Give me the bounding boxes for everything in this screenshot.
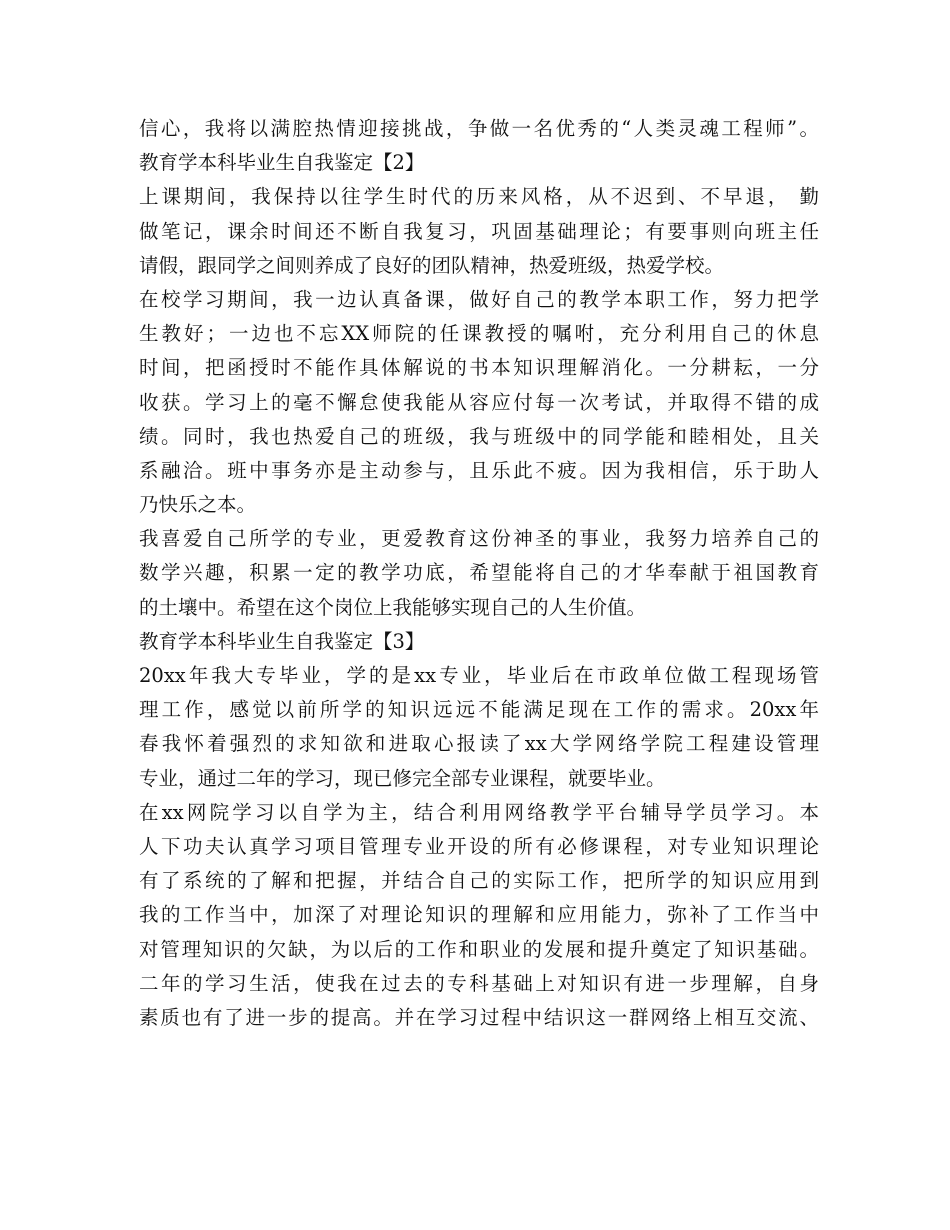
text-line: 做笔记，课余时间还不断自我复习，巩固基础理论；有要事则向班主任 bbox=[139, 219, 819, 243]
text-line: 人下功夫认真学习项目管理专业开设的所有必修课程，对专业知识理论 bbox=[139, 834, 819, 858]
section-heading: 教育学本科毕业生自我鉴定【3】 bbox=[139, 629, 425, 653]
text-line: 数学兴趣，积累一定的教学功底，希望能将自己的才华奉献于祖国教育 bbox=[139, 561, 819, 585]
text-line: 专业，通过二年的学习，现已修完全部专业课程，就要毕业。 bbox=[139, 766, 666, 790]
text-line: 素质也有了进一步的提高。并在学习过程中结识这一群网络上相互交流、 bbox=[139, 1005, 819, 1029]
text-line: 信心，我将以满腔热情迎接挑战，争做一名优秀的“人类灵魂工程师”。 bbox=[139, 117, 819, 140]
text-line: 有了系统的了解和把握，并结合自己的实际工作，把所学的知识应用到 bbox=[139, 869, 819, 893]
document-body bbox=[139, 112, 819, 1035]
text-line: 绩。同时，我也热爱自己的班级，我与班级中的同学能和睦相处，且关 bbox=[139, 424, 819, 448]
text-line: 生教好；一边也不忘XX师院的任课教授的嘱咐，充分利用自己的休息 bbox=[139, 322, 819, 346]
text-line: 我的工作当中，加深了对理论知识的理解和应用能力，弥补了工作当中 bbox=[139, 903, 819, 927]
text-line: 二年的学习生活，使我在过去的专科基础上对知识有进一步理解，自身 bbox=[139, 971, 819, 995]
text-line: 我喜爱自己所学的专业，更爱教育这份神圣的事业，我努力培养自己的 bbox=[139, 527, 819, 551]
text-line: 的土壤中。希望在这个岗位上我能够实现自己的人生价值。 bbox=[139, 595, 647, 619]
text-line: 理工作，感觉以前所学的知识远远不能满足现在工作的需求。20xx年 bbox=[139, 698, 819, 722]
section-heading: 教育学本科毕业生自我鉴定【2】 bbox=[139, 151, 425, 175]
text-line: 乃快乐之本。 bbox=[139, 493, 257, 517]
text-line: 收获。学习上的毫不懈怠使我能从容应付每一次考试，并取得不错的成 bbox=[139, 390, 819, 414]
text-line: 在xx网院学习以自学为主，结合利用网络教学平台辅导学员学习。本 bbox=[139, 800, 819, 824]
text-line: 请假，跟同学之间则养成了良好的团队精神，热爱班级，热爱学校。 bbox=[139, 253, 725, 277]
text-line: 在校学习期间，我一边认真备课，做好自己的教学本职工作，努力把学 bbox=[139, 287, 819, 311]
text-line: 对管理知识的欠缺，为以后的工作和职业的发展和提升奠定了知识基础。 bbox=[139, 937, 819, 961]
text-line: 上课期间，我保持以往学生时代的历来风格，从不迟到、不早退， 勤 bbox=[139, 185, 819, 209]
text-line: 春我怀着强烈的求知欲和进取心报读了xx大学网络学院工程建设管理 bbox=[139, 732, 819, 756]
text-line: 时间，把函授时不能作具体解说的书本知识理解消化。一分耕耘，一分 bbox=[139, 356, 819, 380]
text-line: 20xx年我大专毕业，学的是xx专业，毕业后在市政单位做工程现场管 bbox=[139, 664, 819, 687]
text-line: 系融洽。班中事务亦是主动参与，且乐此不疲。因为我相信，乐于助人 bbox=[139, 458, 819, 482]
